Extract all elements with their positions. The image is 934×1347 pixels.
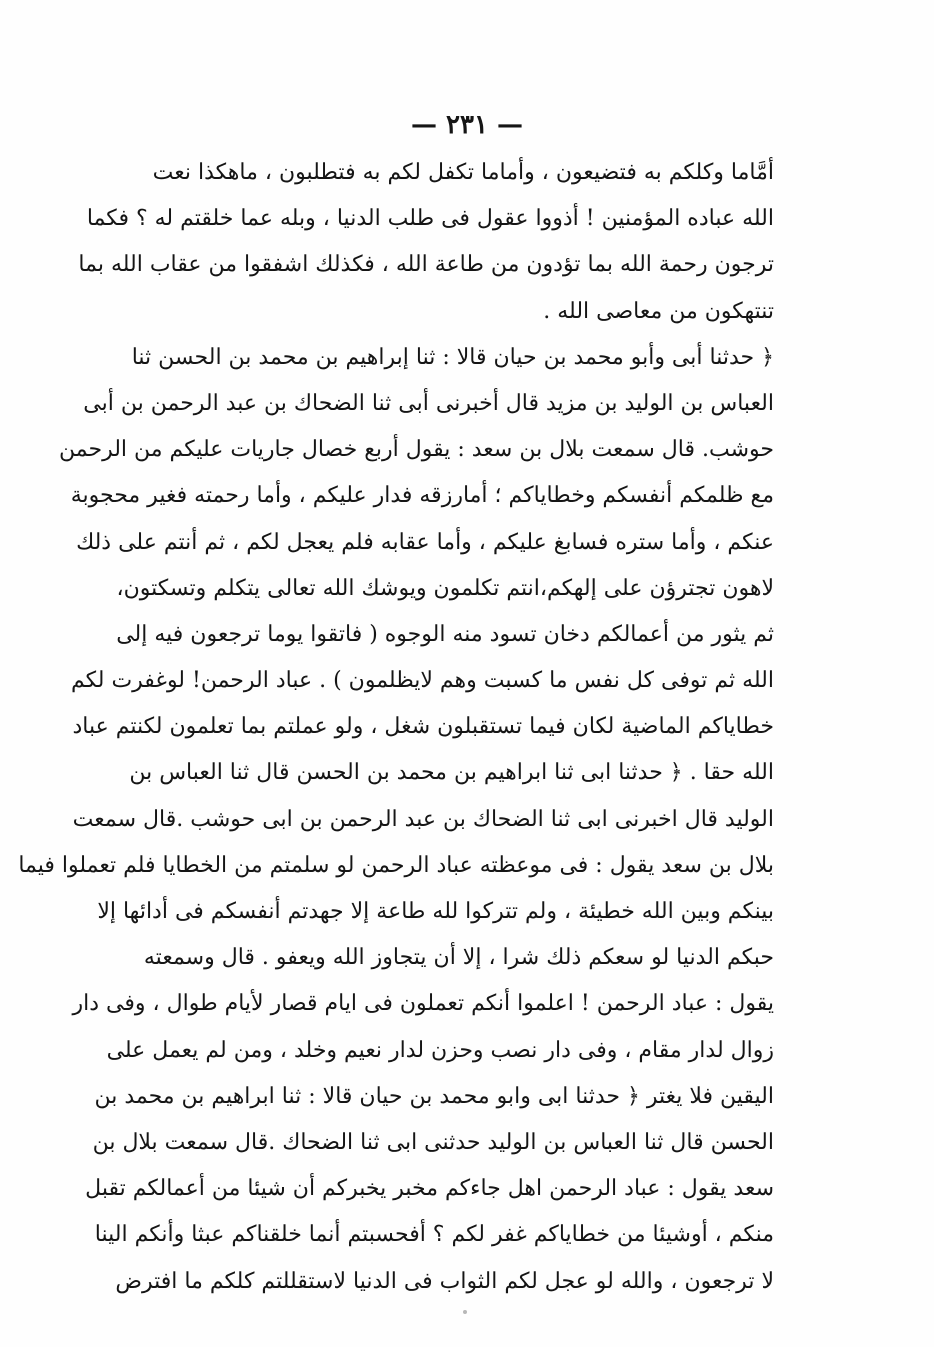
text-line: حبكم الدنيا لو سعكم ذلك شرا ، إلا أن يتجاوز الله ويعفو . قال وسمعته [143,945,774,971]
text-line: منكم ، أوشيئا من خطاياكم غفر لكم ؟ أفحسبتم أنما خلقناكم عبثا وأنكم الينا [94,1222,774,1248]
text-line: لا ترجعون ، والله لو عجل لكم الثواب فى الدنيا لاستقللتم كلكم ما افترض [115,1268,774,1294]
text-line: لاهون تجترؤن على إلهكم،انتم تكلمون ويوشك الله تعالى يتكلم وتسكتون، [116,575,774,601]
text-line: ثم يثور من أعمالكم دخان تسود منه الوجوه ( فاتقوا يوما ترجعون فيه إلى [116,621,774,647]
text-line: خطاياكم الماضية لكان فيما تستقبلون شغل ، ولو عملتم بما تعلمون لكنتم عباد [72,714,774,740]
text-line: يقول : عباد الرحمن ! اعلموا أنكم تعملون فى ايام قصار لأيام طوال ، وفى دار [72,991,774,1017]
text-line: زوال لدار مقام ، وفى دار نصب وحزن لدار نعيم وخلد ، ومن لم يعمل على [106,1037,774,1063]
page-number: — ٢٣١ — [410,110,524,140]
text-line: العباس بن الوليد بن مزيد قال أخبرنى أبى ثنا الضحاك بن عبد الرحمن بن أبى [83,390,774,416]
text-line: تنتهكون من معاصى الله . [543,298,774,324]
text-line: الله عباده المؤمنين ! أذووا عقول فى طلب الدنيا ، وبله عما خلقتم له ؟ فكما [86,206,774,232]
text-line: الحسن قال ثنا العباس بن الوليد حدثنى ابى ثنا الضحاك .قال سمعت بلال بن [92,1129,774,1155]
text-line: مع ظلمكم أنفسكم وخطاياكم ؛ أمارزقه فدار عليكم ، وأما رحمته فغير محجوبة [70,483,774,509]
text-line: ترجون رحمة الله بما تؤدون من طاعة الله ، فكذلك اشفقوا من عقاب الله بما [78,252,774,278]
text-line: الله حقا . ﴿ حدثنا ابى ثنا ابراهيم بن محمد بن الحسن قال ثنا العباس بن [129,760,774,786]
text-line: سعد يقول : عباد الرحمن اهل جاءكم مخبر يخبركم أن شيئا من أعمالكم تقبل [85,1176,774,1202]
text-line: ﴿ حدثنا أبى وأبو محمد بن حيان قالا : ثنا إبراهيم بن محمد بن الحسن ثنا [131,344,774,370]
text-line: أمَّاما وكلكم به فتضيعون ، وأماما تكفل لكم به فتطلبون ، ماهكذا نعت [152,160,774,185]
text-line: الله ثم توفى كل نفس ما كسبت وهم لايظلمون ) . عباد الرحمن! لوغفرت لكم [70,668,774,694]
body-text [18,150,774,1305]
text-line: عنكم ، وأما ستره فسابغ عليكم ، وأما عقابه فلم يعجل لكم ، ثم أنتم على ذلك [76,529,774,555]
text-line: حوشب. قال سمعت بلال بن سعد : يقول أربع خصال جاريات عليكم من الرحمن [59,437,774,463]
text-line: بلال بن سعد يقول : فى موعظته عباد الرحمن لو سلمتم من الخطايا فلم تعملوا فيما [18,852,774,878]
text-line: الوليد قال اخبرنى ابى ثنا الضحاك بن عبد الرحمن بن ابى حوشب .قال سمعت [72,806,774,832]
paper-speck [463,1310,467,1314]
text-line: بينكم وبين الله خطيئة ، ولم تتركوا لله طاعة إلا جهدتم أنفسكم فى أدائها إلا [97,899,774,924]
text-line: اليقين فلا يغتر ﴿ حدثنا ابى وابو محمد بن حيان قالا : ثنا ابراهيم بن محمد بن [94,1083,774,1109]
